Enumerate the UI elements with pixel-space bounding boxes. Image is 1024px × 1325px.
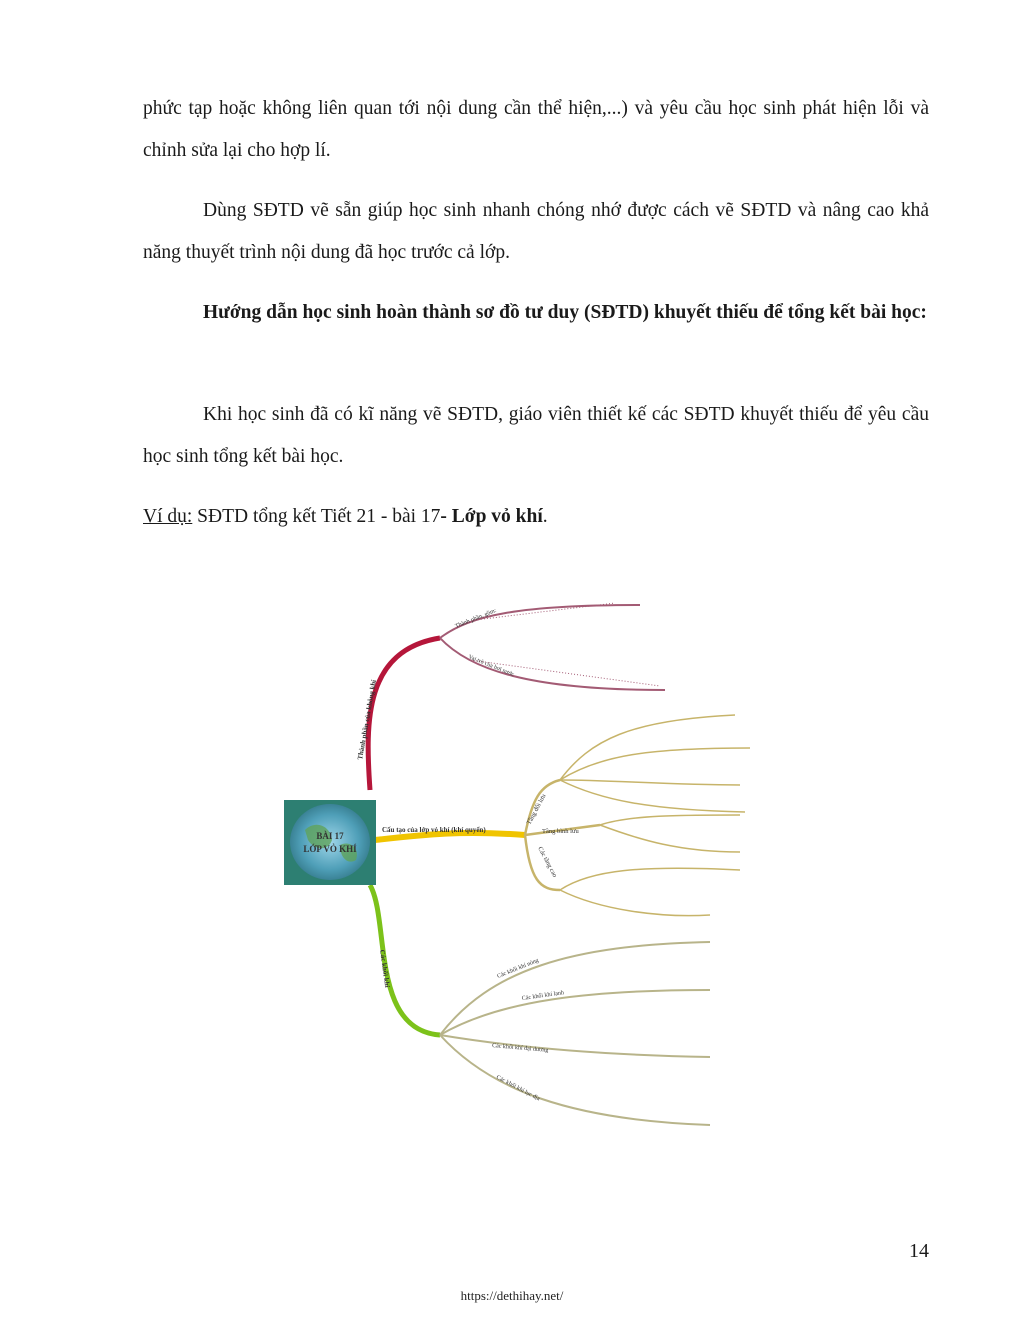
branch-mid-sub3-label: Các tầng cao: [536, 845, 559, 879]
branch-top-label: Thành phần của không khí: [356, 679, 379, 761]
footer-url[interactable]: https://dethihay.net/: [460, 1288, 564, 1303]
branch-mid-sub2-label: Tầng bình lưu: [542, 828, 579, 835]
paragraph-teacher-design: Khi học sinh đã có kĩ năng vẽ SĐTD, giáo viên thiết kế các SĐTD khuyết thiếu để yêu cầu học sinh tổng kết bài học.: [143, 404, 929, 467]
paragraph-intro: phức tạp hoặc không liên quan tới nội dung cần thể hiện,...) và yêu cầu học sinh phát hiện lỗi và chỉnh sửa lại cho hợp lí.: [143, 98, 929, 161]
branch-bot-sub4-line: [440, 1035, 710, 1125]
branch-mid-label: Cấu tạo của lớp vỏ khí (khí quyển): [382, 826, 486, 834]
branch-top-sub1-label: Thành phần, gồm:: [454, 607, 498, 630]
example-text: SĐTD tổng kết Tiết 21 - bài 17: [192, 506, 441, 527]
example-lesson-title: - Lớp vỏ khí: [440, 506, 543, 527]
example-end: .: [542, 506, 548, 527]
branch-top-line: [368, 638, 440, 790]
example-label: Ví dụ:: [143, 506, 193, 527]
branch-bot-label: Các khối khí: [378, 949, 392, 989]
paragraph-prepared-map: Dùng SĐTD vẽ sẵn giúp học sinh nhanh chóng nhớ được cách vẽ SĐTD và nâng cao khả năng thuyết trình nội dung đã học trước cả lớp.: [143, 200, 929, 263]
branch-mid-sub3-line: [525, 835, 560, 890]
branch-bot-sub2-label: Các khối khí lạnh: [521, 990, 565, 1002]
center-node: [284, 800, 376, 885]
branch-bot-sub1-line: [440, 942, 710, 1035]
branch-mid-sub1-line: [525, 780, 560, 835]
mind-map-diagram: [270, 590, 770, 1140]
paragraph-example: [143, 496, 929, 538]
branch-mid-sub1-label: Tầng đối lưu: [525, 793, 548, 826]
page-number: 14: [909, 1240, 929, 1262]
center-title-line2: LỚP VỎ KHÍ: [303, 844, 357, 854]
branch-bot-sub4-label: Các khối khí lục địa: [495, 1074, 541, 1103]
branch-bot-sub3-line: [440, 1035, 710, 1057]
center-title-line1: BÀI 17: [316, 831, 344, 841]
branch-bot-sub3-label: Các khối khí đại dương: [491, 1043, 549, 1054]
branch-top-sub2-label: Vai trò của hơi nước: [467, 654, 515, 679]
paragraph-heading-guide: Hướng dẫn học sinh hoàn thành sơ đồ tư duy (SĐTD) khuyết thiếu để tổng kết bài học:: [203, 302, 927, 323]
branch-bot-sub1-label: Các khối khí nóng: [496, 957, 540, 980]
